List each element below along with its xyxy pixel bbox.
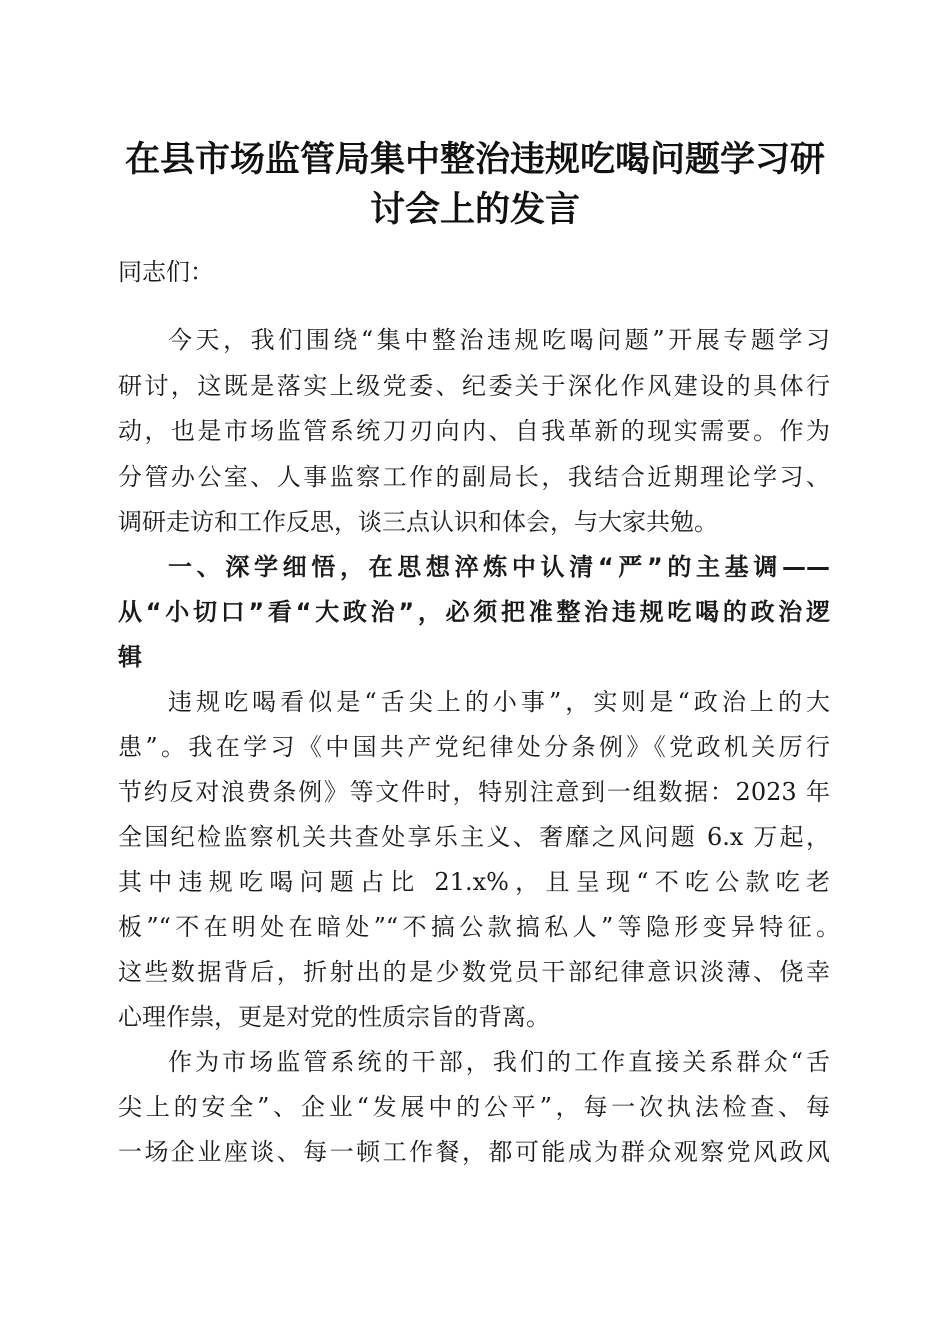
paragraph-2-line: 违规吃喝看似是“舌尖上的小事”，实则是“政治上的大: [168, 688, 830, 716]
paragraph-1-line: 今天，我们围绕“集中整治违规吃喝问题”开展专题学习: [168, 326, 830, 354]
section-heading-line: 从“小切口”看“大政治”，必须把准整治违规吃喝的政治逻: [118, 598, 830, 626]
paragraph-1-line: 调研走访和工作反思，谈三点认识和体会，与大家共勉。: [118, 508, 718, 536]
section-heading-line: 辑: [118, 643, 142, 671]
paragraph-1-line: 研讨，这既是落实上级党委、纪委关于深化作风建设的具体行: [118, 372, 830, 400]
paragraph-2-line: 心理作祟，更是对党的性质宗旨的背离。: [118, 1003, 550, 1031]
paragraph-3-line: 作为市场监管系统的干部，我们的工作直接关系群众“舌: [168, 1048, 830, 1076]
paragraph-1-line: 分管办公室、人事监察工作的副局长，我结合近期理论学习、: [118, 463, 830, 491]
paragraph-2-line: 这些数据背后，折射出的是少数党员干部纪律意识淡薄、侥幸: [118, 958, 830, 986]
document-title-line-1: 在县市场监管局集中整治违规吃喝问题学习研: [124, 139, 825, 180]
paragraph-1-line: 动，也是市场监管系统刀刃向内、自我革新的现实需要。作为: [118, 417, 830, 445]
paragraph-3-line: 一场企业座谈、每一顿工作餐，都可能成为群众观察党风政风: [118, 1138, 830, 1166]
paragraph-2-line: 节约反对浪费条例》等文件时，特别注意到一组数据：2023 年: [118, 778, 830, 806]
paragraph-2-line: 板”“不在明处在暗处”“不搞公款搞私人”等隐形变异特征。: [118, 913, 840, 941]
paragraph-2-line: 其中违规吃喝问题占比 21.x%，且呈现“不吃公款吃老: [118, 868, 830, 896]
salutation: 同志们：: [118, 258, 214, 286]
paragraph-3-line: 尖上的安全”、企业“发展中的公平”，每一次执法检查、每: [118, 1093, 830, 1121]
document-title-line-2: 讨会上的发言: [369, 189, 580, 230]
paragraph-2-line: 患”。我在学习《中国共产党纪律处分条例》《党政机关厉行: [118, 733, 830, 761]
section-heading-line: 一、深学细悟，在思想淬炼中认清“严”的主基调——: [168, 553, 830, 581]
paragraph-2-line: 全国纪检监察机关共查处享乐主义、奢靡之风问题 6.x 万起，: [118, 823, 830, 851]
